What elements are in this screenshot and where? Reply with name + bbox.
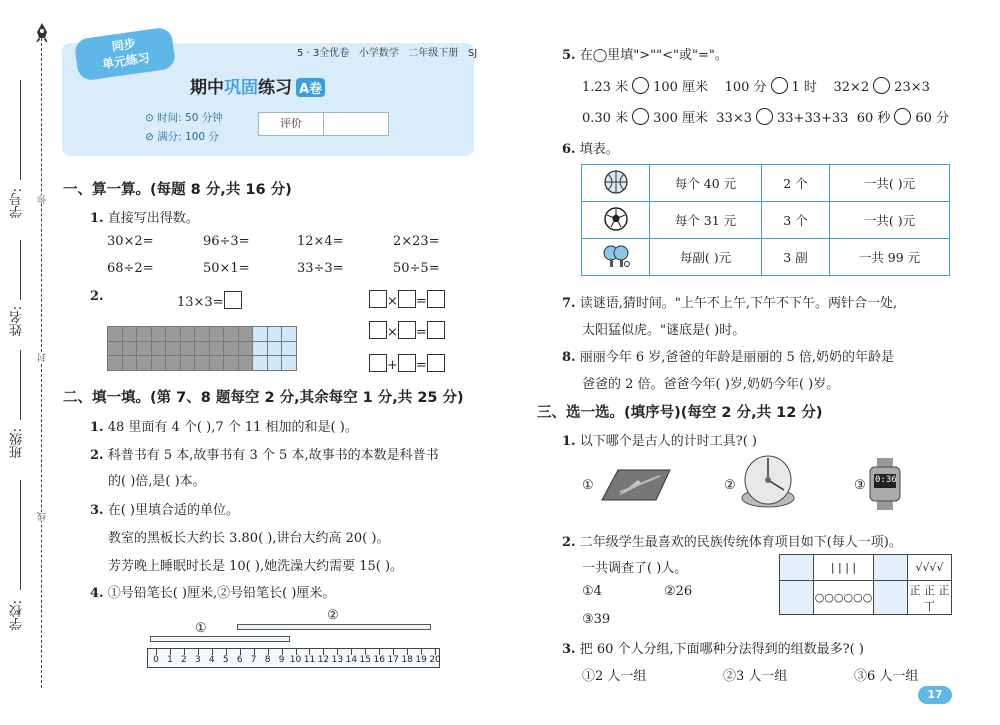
watch-display-text: 0:36 bbox=[875, 475, 897, 485]
question-1: 1. 直接写出得数。 bbox=[90, 211, 199, 226]
check-icon: ⊘ bbox=[145, 131, 154, 143]
choice-question-3: 3. 把 60 个人分组,下面哪种分法得到的组数最多?( ) bbox=[562, 642, 864, 657]
ruler-number: 2 bbox=[181, 655, 187, 665]
ruler-number: 11 bbox=[303, 655, 316, 665]
grid-cell bbox=[166, 327, 181, 342]
ruler-number: 3 bbox=[194, 655, 201, 665]
fill-question-2-cont: 的( )倍,是( )本。 bbox=[108, 474, 206, 489]
question-5: 5. 在◯里填">""<"或"="。 bbox=[562, 48, 728, 63]
name-label: 姓名: bbox=[10, 306, 25, 337]
score-info: ⊘ 满分: 100 分 bbox=[145, 131, 219, 143]
ping-pong-icon bbox=[601, 257, 631, 272]
grid-cell bbox=[238, 327, 253, 342]
choice-question-2: 2. 二年级学生最喜欢的民族传统体育项目如下(每人一项)。 bbox=[562, 535, 902, 550]
ruler-number: 6 bbox=[236, 655, 243, 665]
pencil-2-label: ② bbox=[327, 608, 339, 623]
school-label: 学校: bbox=[10, 600, 25, 631]
sport-image bbox=[780, 581, 814, 615]
q2-equation: 13×3= bbox=[177, 291, 242, 310]
ruler-number: 20 bbox=[429, 655, 441, 665]
answer-box[interactable] bbox=[369, 354, 387, 372]
grid-cell bbox=[238, 341, 253, 356]
ruler-number: 15 bbox=[359, 655, 372, 665]
choice-question-1: 1. 以下哪个是古人的计时工具?( ) bbox=[562, 434, 757, 449]
grid-cell bbox=[151, 356, 166, 371]
sundial-image bbox=[598, 466, 673, 502]
ruler-number: 19 bbox=[415, 655, 427, 665]
ruler-number: 7 bbox=[250, 655, 257, 665]
ruler-number: 8 bbox=[264, 655, 271, 665]
calc-item: 12×4= bbox=[297, 234, 344, 249]
question-7: 7. 读谜语,猜时间。"上午不上午,下午不下午。两针合一处, bbox=[562, 296, 898, 311]
q2-box-row: × = bbox=[369, 321, 445, 340]
fill-question-2: 2. 科普书有 5 本,故事书有 3 个 5 本,故事书的本数是科普书 bbox=[90, 448, 439, 463]
grid-cell bbox=[238, 356, 253, 371]
grid-cell bbox=[137, 341, 152, 356]
table-row: 每副( )元 3 副 一共 99 元 bbox=[582, 239, 950, 276]
compare-circle[interactable] bbox=[632, 108, 649, 125]
answer-box[interactable] bbox=[427, 354, 445, 372]
grid-cell bbox=[108, 356, 123, 371]
ruler bbox=[147, 648, 440, 668]
answer-box[interactable] bbox=[398, 354, 416, 372]
seal-mark: 封 bbox=[38, 353, 48, 362]
section-1-title: 一、算一算。(每题 8 分,共 16 分) bbox=[63, 182, 292, 198]
grid-cell bbox=[151, 327, 166, 342]
calc-item: 50×1= bbox=[203, 261, 250, 276]
seal-mark: 线 bbox=[38, 512, 48, 521]
ruler-number: 9 bbox=[278, 655, 285, 665]
rocket-icon bbox=[35, 22, 49, 48]
table-row: ○○○○○○ 正 正 正 丅 bbox=[780, 581, 952, 615]
ruler-number: 14 bbox=[345, 655, 358, 665]
ruler-number: 0 bbox=[153, 655, 159, 665]
series-bar: 5 · 3全优卷 小学数学 二年级下册 SJ bbox=[297, 48, 478, 59]
option[interactable]: ①4 bbox=[582, 584, 602, 599]
table-row: 每个 40 元 2 个 一共( )元 bbox=[582, 165, 950, 202]
name-line bbox=[20, 240, 21, 300]
fill-question-3b: 芳芳晚上睡眠时长是 10( ),她洗澡大约需要 15( )。 bbox=[108, 559, 404, 574]
grid-cell bbox=[282, 356, 297, 371]
option[interactable]: ③39 bbox=[582, 612, 611, 627]
grid-cell bbox=[267, 327, 282, 342]
grid-cell bbox=[122, 356, 137, 371]
pencil-1 bbox=[150, 636, 290, 642]
price-table bbox=[581, 164, 950, 276]
grid-cell bbox=[137, 327, 152, 342]
binding-dashed-line bbox=[41, 38, 42, 688]
grid-cell bbox=[253, 341, 268, 356]
grid-cell bbox=[209, 341, 224, 356]
sport-image bbox=[780, 555, 814, 581]
option[interactable]: ①2 人一组 bbox=[582, 669, 647, 684]
answer-box[interactable] bbox=[398, 290, 416, 308]
time-info: ⊙ 时间: 50 分钟 bbox=[145, 112, 223, 124]
student-id-line bbox=[20, 80, 21, 180]
clock-icon: ⊙ bbox=[145, 112, 154, 124]
fill-question-4: 4. ①号铅笔长( )厘米,②号铅笔长( )厘米。 bbox=[90, 586, 336, 601]
fill-question-3a: 教室的黑板长大约长 3.80( ),讲台大约高 20( )。 bbox=[108, 531, 390, 546]
grid-cell bbox=[180, 356, 195, 371]
grid-cell bbox=[282, 341, 297, 356]
question-2-label: 2. bbox=[90, 289, 104, 304]
compare-circle[interactable] bbox=[894, 108, 911, 125]
fill-question-1: 1. 48 里面有 4 个( ),7 个 11 相加的和是( )。 bbox=[90, 420, 358, 435]
pencil-2 bbox=[237, 624, 431, 630]
seal-mark: 弥 bbox=[38, 195, 48, 204]
grid-cell bbox=[180, 341, 195, 356]
grid-cell bbox=[267, 356, 282, 371]
calc-item: 30×2= bbox=[107, 234, 154, 249]
grid-cell bbox=[224, 327, 239, 342]
compare-circle[interactable] bbox=[756, 108, 773, 125]
version-badge: A卷 bbox=[296, 78, 325, 97]
calc-item: 68÷2= bbox=[107, 261, 154, 276]
section-3-title: 三、选一选。(填序号)(每空 2 分,共 12 分) bbox=[537, 405, 823, 421]
option[interactable]: ②3 人一组 bbox=[723, 669, 788, 684]
question-7-cont: 太阳猛似虎。"谜底是( )时。 bbox=[582, 323, 746, 338]
option[interactable]: ②26 bbox=[664, 584, 693, 599]
grid-cell bbox=[224, 341, 239, 356]
grid-cell bbox=[195, 327, 210, 342]
compare-circle[interactable] bbox=[873, 77, 890, 94]
grid-cell bbox=[209, 356, 224, 371]
grid-cell bbox=[166, 356, 181, 371]
calc-item: 2×23= bbox=[393, 234, 440, 249]
soccer-ball-icon bbox=[603, 220, 629, 235]
answer-box[interactable] bbox=[427, 321, 445, 339]
grid-cell bbox=[108, 341, 123, 356]
grid-cell bbox=[195, 356, 210, 371]
ruler-number: 17 bbox=[387, 655, 399, 665]
grid-cell bbox=[122, 341, 137, 356]
grid-cell bbox=[267, 341, 282, 356]
grid-row bbox=[108, 341, 297, 356]
square-grid bbox=[107, 326, 297, 371]
section-2-title: 二、填一填。(第 7、8 题每空 2 分,其余每空 1 分,共 25 分) bbox=[63, 390, 464, 406]
sport-image bbox=[874, 581, 908, 615]
grid-cell bbox=[108, 327, 123, 342]
grid-row bbox=[108, 327, 297, 342]
fill-question-3: 3. 在( )里填合适的单位。 bbox=[90, 503, 239, 518]
basketball-icon bbox=[603, 183, 629, 198]
compare-row-1: 1.23 米 100 厘米 100 分 1 时 32×2 23×3 bbox=[582, 76, 930, 95]
table-row: 每个 31 元 3 个 一共( )元 bbox=[582, 202, 950, 239]
school-line bbox=[20, 480, 21, 590]
page-title: 期中巩固练习 A卷 bbox=[190, 73, 325, 98]
evaluation-label: 评价 bbox=[259, 113, 324, 135]
ruler-number: 10 bbox=[289, 655, 302, 665]
grid-row bbox=[108, 356, 297, 371]
answer-box[interactable] bbox=[369, 321, 387, 339]
question-8: 8. 丽丽今年 6 岁,爸爸的年龄是丽丽的 5 倍,奶奶的年龄是 bbox=[562, 350, 895, 365]
digital-watch-image bbox=[866, 458, 904, 510]
page-number: 17 bbox=[918, 686, 952, 704]
grid-cell bbox=[253, 327, 268, 342]
class-label: 班级: bbox=[10, 428, 25, 459]
ruler-number: 12 bbox=[317, 655, 330, 665]
calc-item: 96÷3= bbox=[203, 234, 250, 249]
question-8-cont: 爸爸的 2 倍。爸爸今年( )岁,奶奶今年( )岁。 bbox=[582, 377, 840, 392]
compare-circle[interactable] bbox=[632, 77, 649, 94]
grid-cell bbox=[137, 356, 152, 371]
option-1-label[interactable]: ① bbox=[582, 478, 594, 493]
q2-box-row: + = bbox=[369, 354, 445, 373]
ruler-number: 5 bbox=[222, 655, 229, 665]
table-row: | | | | √√√√ bbox=[780, 555, 952, 581]
ruler-number: 1 bbox=[167, 655, 173, 665]
answer-box[interactable] bbox=[398, 321, 416, 339]
ruler-number: 4 bbox=[208, 655, 215, 665]
ruler-number: 16 bbox=[373, 655, 385, 665]
sundial-disc-image bbox=[738, 454, 798, 510]
compare-circle[interactable] bbox=[771, 77, 788, 94]
option[interactable]: ③6 人一组 bbox=[854, 669, 919, 684]
grid-cell bbox=[253, 356, 268, 371]
compare-row-2: 0.30 米 300 厘米 33×3 33+33+33 60 秒 60 分 bbox=[582, 107, 949, 126]
ruler-number: 13 bbox=[331, 655, 344, 665]
student-id-label: 学号: bbox=[10, 188, 25, 219]
grid-cell bbox=[122, 327, 137, 342]
class-line bbox=[20, 350, 21, 420]
grid-cell bbox=[195, 341, 210, 356]
option-2-label[interactable]: ② bbox=[724, 478, 736, 493]
option-3-label[interactable]: ③ bbox=[854, 478, 866, 493]
grid-cell bbox=[224, 356, 239, 371]
grid-cell bbox=[151, 341, 166, 356]
unit-badge: 同步 单元练习 bbox=[74, 26, 177, 81]
grid-cell bbox=[166, 341, 181, 356]
answer-box[interactable] bbox=[369, 290, 387, 308]
answer-box[interactable] bbox=[427, 290, 445, 308]
ruler-number: 18 bbox=[401, 655, 413, 665]
grid-cell bbox=[209, 327, 224, 342]
tally-table bbox=[779, 554, 952, 615]
grid-cell bbox=[180, 327, 195, 342]
evaluation-box[interactable] bbox=[258, 112, 389, 136]
pencil-1-label: ① bbox=[195, 621, 207, 636]
calc-item: 50÷5= bbox=[393, 261, 440, 276]
sport-image bbox=[874, 555, 908, 581]
question-6: 6. 填表。 bbox=[562, 142, 619, 157]
calc-item: 33÷3= bbox=[297, 261, 344, 276]
q2-box-row: × = bbox=[369, 290, 445, 309]
choice-question-2-cont: 一共调查了( )人。 bbox=[582, 561, 688, 576]
grid-cell bbox=[282, 327, 297, 342]
answer-box[interactable] bbox=[224, 291, 242, 309]
